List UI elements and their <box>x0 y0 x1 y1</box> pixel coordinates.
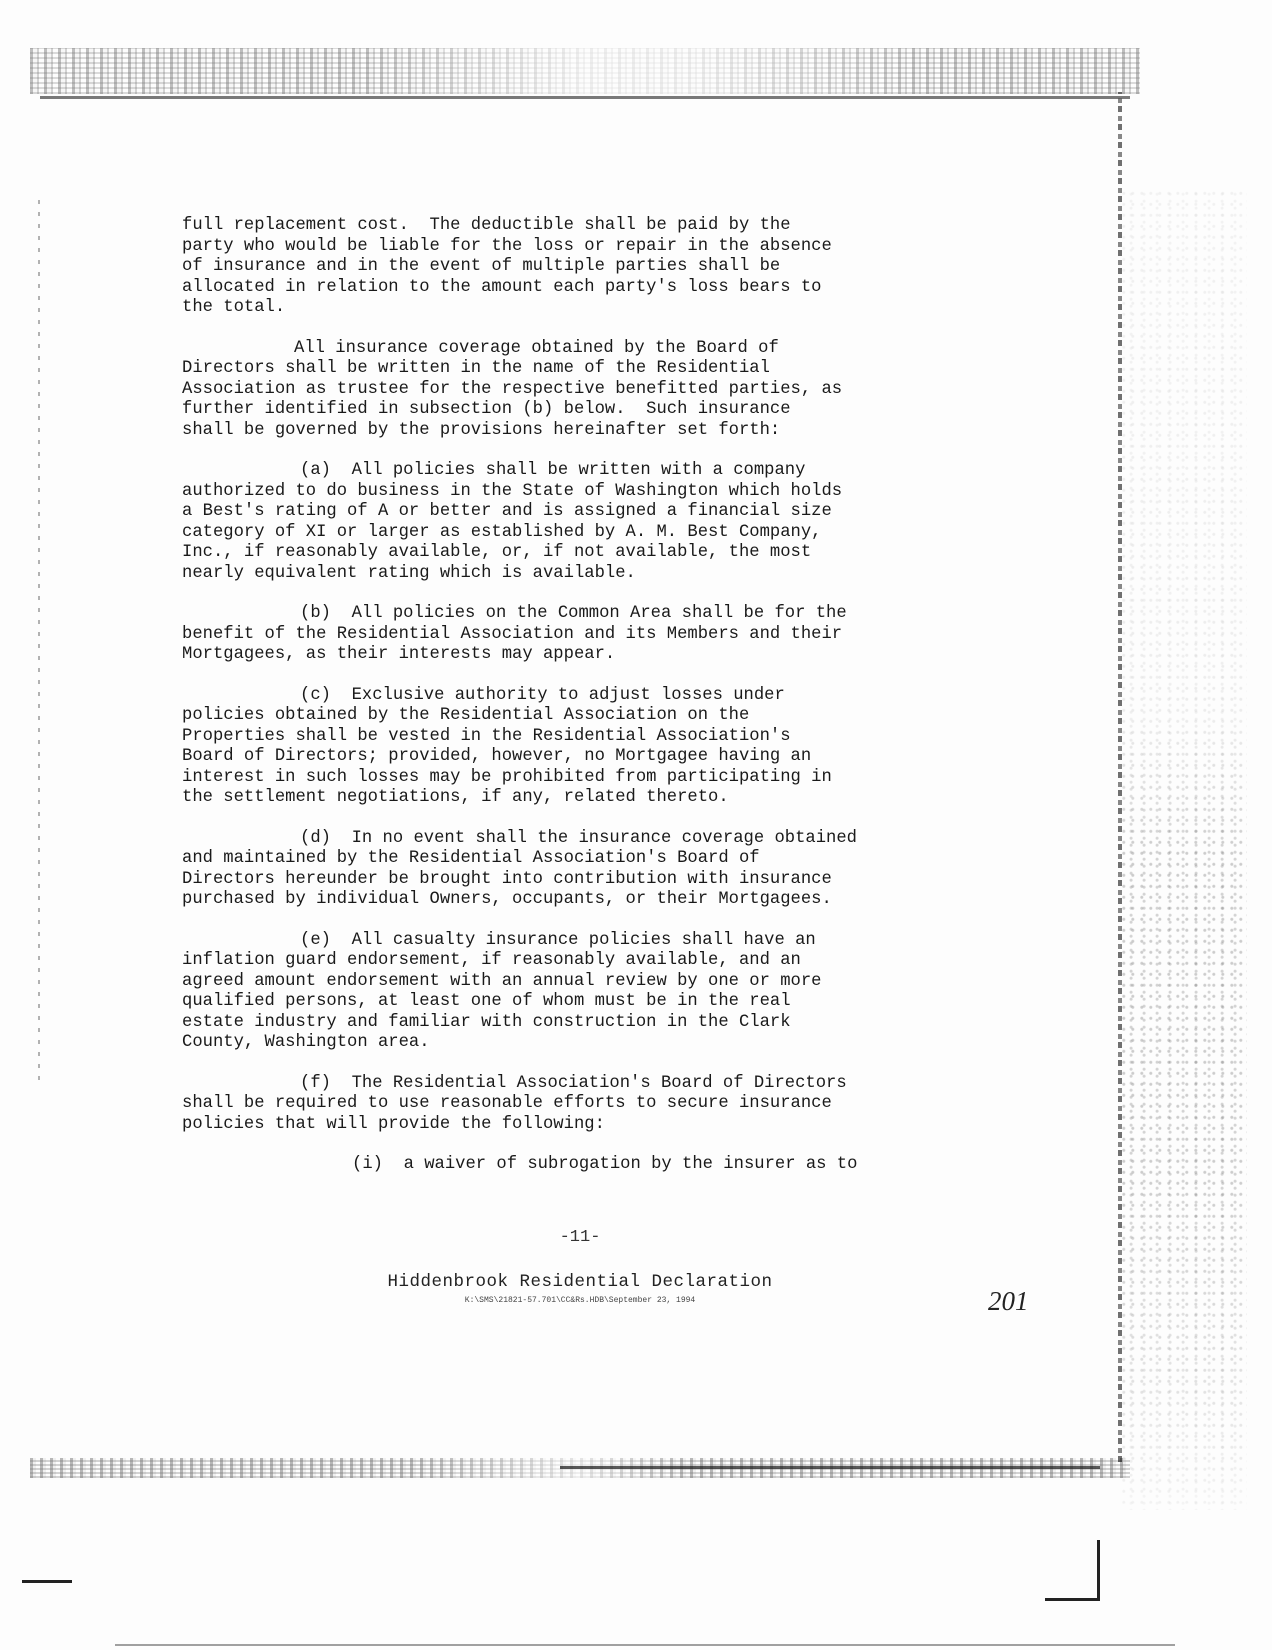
scan-noise-top <box>30 48 1140 94</box>
crop-mark-right-vertical <box>1097 1540 1100 1600</box>
paragraph-b-common-area: (b) All policies on the Common Area shall be for the benefit of the Residential Association and its Members and their Mortgagees, as their interests may appear. <box>182 604 847 664</box>
page-number: -11- <box>559 1228 601 1247</box>
scan-edge-left <box>38 200 40 1080</box>
paragraph-insurance-coverage: All insurance coverage obtained by the Board of Directors shall be written in the name of the Residential Association as trustee for the respective benefitted parties, as further identified in subsection (b) below. Such insurance shall be governed by the provisions hereinafter set forth: <box>182 338 843 440</box>
scan-edge-top <box>40 96 1130 99</box>
paragraph-deductible: full replacement cost. The deductible shall be paid by the party who would be liable for the loss or repair in the absence of insurance and in the event of multiple parties shall be allocated in relation to the amount each party's loss bears to the total. <box>182 216 832 317</box>
paragraph-e-casualty: (e) All casualty insurance policies shall have an inflation guard endorsement, if reasonably available, and an agreed amount endorsement with an annual review by one or more qualified persons, at least one of whom must be in the real estate industry and familiar with construction in the Clark County, Washington area. <box>182 930 822 1052</box>
file-path: K:\SMS\21821-57.701\CC&Rs.HDB\September 23, 1994 <box>464 1296 696 1305</box>
crop-mark-left <box>22 1580 72 1583</box>
crop-mark-right <box>1045 1598 1100 1601</box>
paragraph-a-company-rating: (a) All policies shall be written with a company authorized to do business in the State of Washington which holds a Best's rating of A or better and is assigned a financial size category of XI or larger as established by A. M. Best Company, Inc., if reasonably available, or, if not available, the most nearly equivalent rating which is available. <box>182 461 843 583</box>
document-body <box>182 216 1002 1196</box>
paragraph-c-adjust-losses: (c) Exclusive authority to adjust losses under policies obtained by the Residential Association on the Properties shall be vested in the Residential Association's Board of Directors; provided, however, no Mortgagee having an interest in such losses may be prohibited from participating in the settlement negotiations, if any, related thereto. <box>182 685 832 807</box>
paragraph-f-board-efforts: (f) The Residential Association's Board of Directors shall be required to use reasonable efforts to secure insurance policies that will provide the following: <box>182 1073 847 1134</box>
recording-page-number: 201 <box>988 1286 1029 1316</box>
scan-edge-bottom <box>560 1466 1100 1469</box>
paragraph-i-waiver: (i) a waiver of subrogation by the insurer as to <box>352 1155 858 1174</box>
document-title: Hiddenbrook Residential Declaration <box>387 1272 773 1292</box>
scan-noise-right <box>1122 190 1247 1510</box>
scan-edge-footer <box>115 1644 1175 1646</box>
paragraph-d-contribution: (d) In no event shall the insurance coverage obtained and maintained by the Residential Association's Board of Directors hereunder be brought into contribution with insurance purchased by individual Owners, occupants, or their Mortgagees. <box>182 828 857 909</box>
